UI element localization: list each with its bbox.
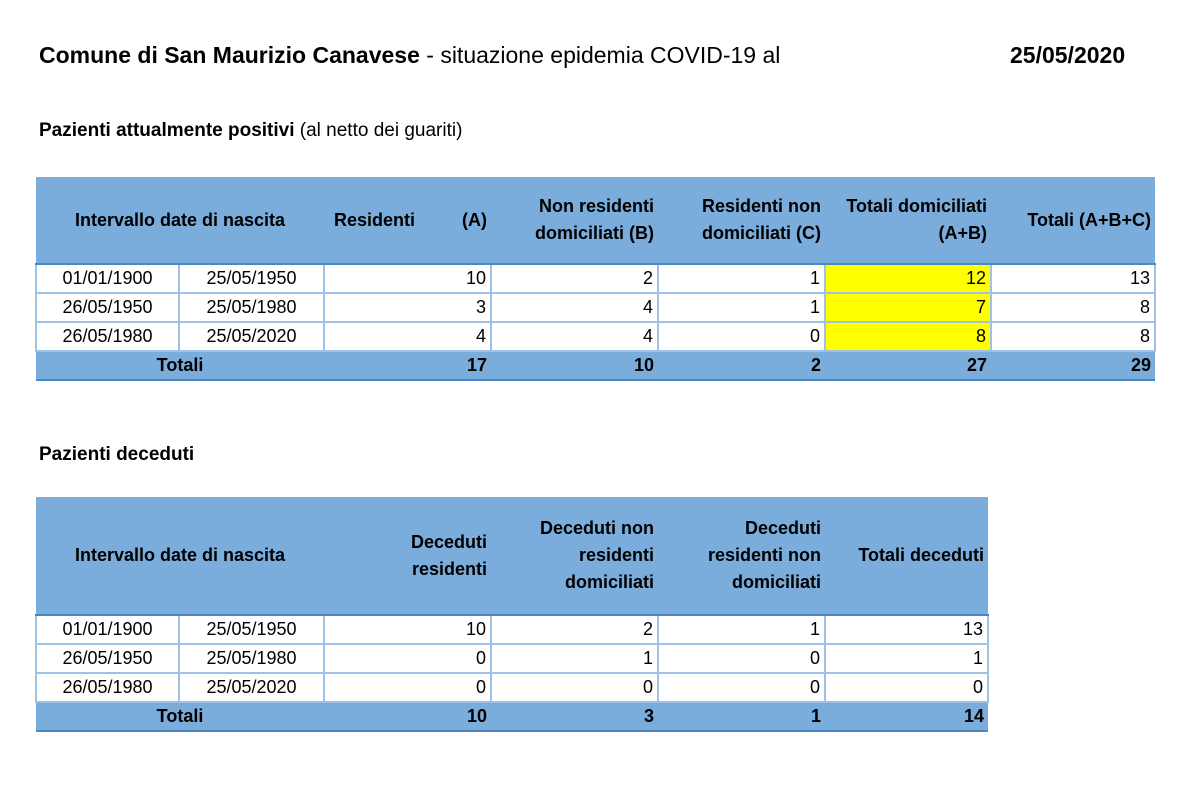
header-dec-res <box>324 497 491 615</box>
value-b: 0 <box>491 673 658 702</box>
header-non-residenti-l1: Non residenti <box>539 196 655 216</box>
header-dec-res-l1: Deceduti <box>410 531 488 552</box>
totals-label: Totali <box>36 702 324 731</box>
value-abc: 13 <box>991 264 1155 293</box>
positivi-note: (al netto dei guariti) <box>294 120 463 141</box>
header-residenti-label: Residenti <box>334 209 416 230</box>
header-dec-nonres-l1: Deceduti non <box>540 518 655 538</box>
deceduti-table <box>35 497 989 732</box>
total-t: 14 <box>825 702 988 731</box>
table-row <box>36 615 988 644</box>
table-row <box>36 322 1155 351</box>
deceduti-section-title <box>39 444 194 466</box>
date-to: 25/05/1950 <box>179 264 324 293</box>
header-residenti <box>324 177 491 264</box>
header-interval: Intervallo date di nascita <box>36 497 324 615</box>
date-from: 26/05/1980 <box>36 322 179 351</box>
date-from: 01/01/1900 <box>36 615 179 644</box>
positivi-header-row <box>36 177 1155 264</box>
deceduti-title: Pazienti deceduti <box>39 444 195 465</box>
value-b: 4 <box>491 322 658 351</box>
title-subtitle: - situazione epidemia COVID-19 al <box>419 42 781 68</box>
header-res-non-dom <box>658 177 825 264</box>
value-ab: 7 <box>825 293 991 322</box>
totals-row <box>36 351 1155 380</box>
value-abc: 8 <box>991 322 1155 351</box>
value-ab: 8 <box>825 322 991 351</box>
header-residenti-code: (A) <box>462 209 488 230</box>
total-a: 10 <box>324 702 491 731</box>
date-from: 26/05/1950 <box>36 644 179 673</box>
value-total: 0 <box>825 673 988 702</box>
value-c: 1 <box>658 615 825 644</box>
date-to: 25/05/1980 <box>179 293 324 322</box>
header-interval: Intervallo date di nascita <box>36 177 324 264</box>
date-from: 26/05/1950 <box>36 293 179 322</box>
header-dec-nonres-l2: residenti <box>578 545 655 565</box>
value-a: 0 <box>324 644 491 673</box>
value-total: 1 <box>825 644 988 673</box>
deceduti-header-row <box>36 497 988 615</box>
header-tot-dom-l2: (A+B) <box>938 223 988 243</box>
total-c: 2 <box>658 351 825 380</box>
header-dec-nonres <box>491 497 658 615</box>
value-a: 3 <box>324 293 491 322</box>
header-dec-resnon-l2: residenti non <box>708 545 822 565</box>
value-abc: 8 <box>991 293 1155 322</box>
value-a: 0 <box>324 673 491 702</box>
date-to: 25/05/1950 <box>179 615 324 644</box>
date-to: 25/05/2020 <box>179 673 324 702</box>
header-dec-resnon <box>658 497 825 615</box>
positivi-section-title <box>39 120 462 142</box>
positivi-table <box>35 177 1156 381</box>
value-c: 1 <box>658 264 825 293</box>
header-dec-resnon-l1: Deceduti <box>744 518 822 538</box>
total-b: 3 <box>491 702 658 731</box>
header-tot-dom-l1: Totali domiciliati <box>846 196 988 216</box>
header-totali-deceduti: Totali deceduti <box>825 497 988 615</box>
total-ab: 27 <box>825 351 991 380</box>
value-c: 0 <box>658 673 825 702</box>
report-date: 25/05/2020 <box>1010 42 1126 68</box>
header-res-non-dom-l1: Residenti non <box>702 196 822 216</box>
totals-label: Totali <box>36 351 324 380</box>
value-c: 0 <box>658 644 825 673</box>
page-title <box>39 42 780 69</box>
value-a: 10 <box>324 264 491 293</box>
header-dec-resnon-l3: domiciliati <box>732 572 822 592</box>
value-ab: 12 <box>825 264 991 293</box>
positivi-title: Pazienti attualmente positivi <box>39 120 295 141</box>
header-res-non-dom-l2: domiciliati (C) <box>702 223 822 243</box>
value-b: 2 <box>491 264 658 293</box>
totals-row <box>36 702 988 731</box>
date-from: 26/05/1980 <box>36 673 179 702</box>
total-b: 10 <box>491 351 658 380</box>
table-row <box>36 644 988 673</box>
value-total: 13 <box>825 615 988 644</box>
date-from: 01/01/1900 <box>36 264 179 293</box>
value-c: 0 <box>658 322 825 351</box>
value-b: 1 <box>491 644 658 673</box>
table-row <box>36 673 988 702</box>
table-row <box>36 293 1155 322</box>
header-tot-dom <box>825 177 991 264</box>
date-to: 25/05/2020 <box>179 322 324 351</box>
value-a: 10 <box>324 615 491 644</box>
value-a: 4 <box>324 322 491 351</box>
total-c: 1 <box>658 702 825 731</box>
value-b: 2 <box>491 615 658 644</box>
header-dec-nonres-l3: domiciliati <box>565 572 655 592</box>
value-c: 1 <box>658 293 825 322</box>
header-non-residenti <box>491 177 658 264</box>
total-a: 17 <box>324 351 491 380</box>
date-to: 25/05/1980 <box>179 644 324 673</box>
header-non-residenti-l2: domiciliati (B) <box>535 223 655 243</box>
total-abc: 29 <box>991 351 1155 380</box>
header-totali: Totali (A+B+C) <box>991 177 1155 264</box>
header-dec-res-l2: residenti <box>411 558 488 579</box>
table-row <box>36 264 1155 293</box>
value-b: 4 <box>491 293 658 322</box>
comune-name: Comune di San Maurizio Canavese <box>39 42 420 68</box>
